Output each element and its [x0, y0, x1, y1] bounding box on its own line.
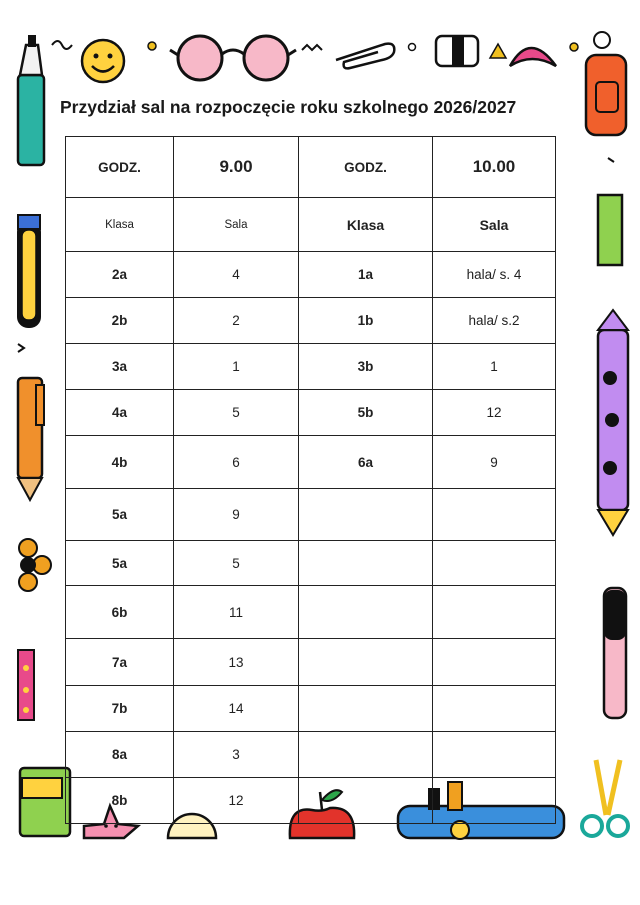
room-cell [433, 778, 556, 824]
class-cell: 2a [66, 252, 174, 298]
tick-icon [608, 158, 614, 162]
room-assignment-table [65, 136, 556, 824]
column-header-klasa: Klasa [66, 198, 174, 252]
column-header-sala: Sala [174, 198, 299, 252]
time-header-row [66, 137, 556, 198]
dot-icon [409, 44, 416, 51]
scissors-icon [582, 760, 628, 836]
room-cell: hala/ s. 4 [433, 252, 556, 298]
room-cell [433, 586, 556, 639]
room-cell: 6 [174, 436, 299, 489]
glue-stick-icon [604, 588, 626, 718]
class-cell: 3b [299, 344, 433, 390]
class-cell [299, 732, 433, 778]
class-cell: 6b [66, 586, 174, 639]
table-row [66, 586, 556, 639]
room-cell [433, 732, 556, 778]
time-slot-1: 9.00 [174, 137, 299, 198]
room-cell: 12 [174, 778, 299, 824]
room-cell: 14 [174, 686, 299, 732]
class-cell: 3a [66, 344, 174, 390]
dot-icon [570, 43, 578, 51]
glasses-icon [170, 36, 296, 80]
table-row [66, 298, 556, 344]
class-cell: 1a [299, 252, 433, 298]
room-cell [433, 541, 556, 586]
moon-icon [510, 48, 556, 66]
squiggle-icon [52, 41, 72, 49]
column-header-row [66, 198, 556, 252]
column-header-klasa: Klasa [299, 198, 433, 252]
room-cell: 1 [433, 344, 556, 390]
room-cell: 9 [433, 436, 556, 489]
room-cell: 4 [174, 252, 299, 298]
dot-icon [148, 42, 156, 50]
room-cell [433, 639, 556, 686]
table-row [66, 489, 556, 541]
page-title: Przydział sal na rozpoczęcie roku szkolnego 2026/2027 [60, 97, 517, 117]
marker-icon [18, 35, 44, 165]
class-cell [299, 686, 433, 732]
notebook-icon [20, 768, 70, 836]
room-cell: 11 [174, 586, 299, 639]
class-cell: 7b [66, 686, 174, 732]
table-row [66, 778, 556, 824]
godz-label: GODZ. [66, 137, 174, 198]
tall-pencil-icon [598, 310, 628, 535]
class-cell: 5a [66, 541, 174, 586]
class-cell: 8a [66, 732, 174, 778]
room-cell: 9 [174, 489, 299, 541]
eraser-icon [436, 36, 478, 66]
room-cell: 1 [174, 344, 299, 390]
backpack-icon [586, 32, 626, 135]
table-row [66, 541, 556, 586]
class-cell: 4b [66, 436, 174, 489]
bookmark-icon [598, 195, 622, 265]
class-cell [299, 489, 433, 541]
table-row [66, 344, 556, 390]
class-cell: 5a [66, 489, 174, 541]
triangle-icon [490, 44, 506, 58]
class-cell: 6a [299, 436, 433, 489]
room-cell: 12 [433, 390, 556, 436]
table-row [66, 252, 556, 298]
zigzag-icon [302, 45, 322, 50]
room-cell: 2 [174, 298, 299, 344]
room-cell: 13 [174, 639, 299, 686]
class-cell: 5b [299, 390, 433, 436]
column-header-sala: Sala [433, 198, 556, 252]
class-cell [299, 586, 433, 639]
godz-label: GODZ. [299, 137, 433, 198]
class-cell [299, 778, 433, 824]
table-row [66, 732, 556, 778]
table-row [66, 390, 556, 436]
room-cell: 3 [174, 732, 299, 778]
table-row [66, 639, 556, 686]
table-row [66, 436, 556, 489]
class-cell: 7a [66, 639, 174, 686]
time-slot-2: 10.00 [433, 137, 556, 198]
room-cell [433, 489, 556, 541]
smiley-icon [82, 40, 124, 82]
pen-icon [18, 215, 40, 327]
table-row [66, 686, 556, 732]
paperclip-icon [336, 44, 394, 69]
class-cell: 1b [299, 298, 433, 344]
room-cell: 5 [174, 390, 299, 436]
room-cell: hala/ s.2 [433, 298, 556, 344]
sparkle-icon [18, 344, 24, 352]
class-cell [299, 541, 433, 586]
class-cell: 4a [66, 390, 174, 436]
room-cell [433, 686, 556, 732]
room-cell: 5 [174, 541, 299, 586]
pencil-icon [18, 378, 44, 500]
class-cell: 2b [66, 298, 174, 344]
ruler-icon [18, 650, 34, 720]
class-cell: 8b [66, 778, 174, 824]
class-cell [299, 639, 433, 686]
flower-icon [19, 539, 51, 591]
